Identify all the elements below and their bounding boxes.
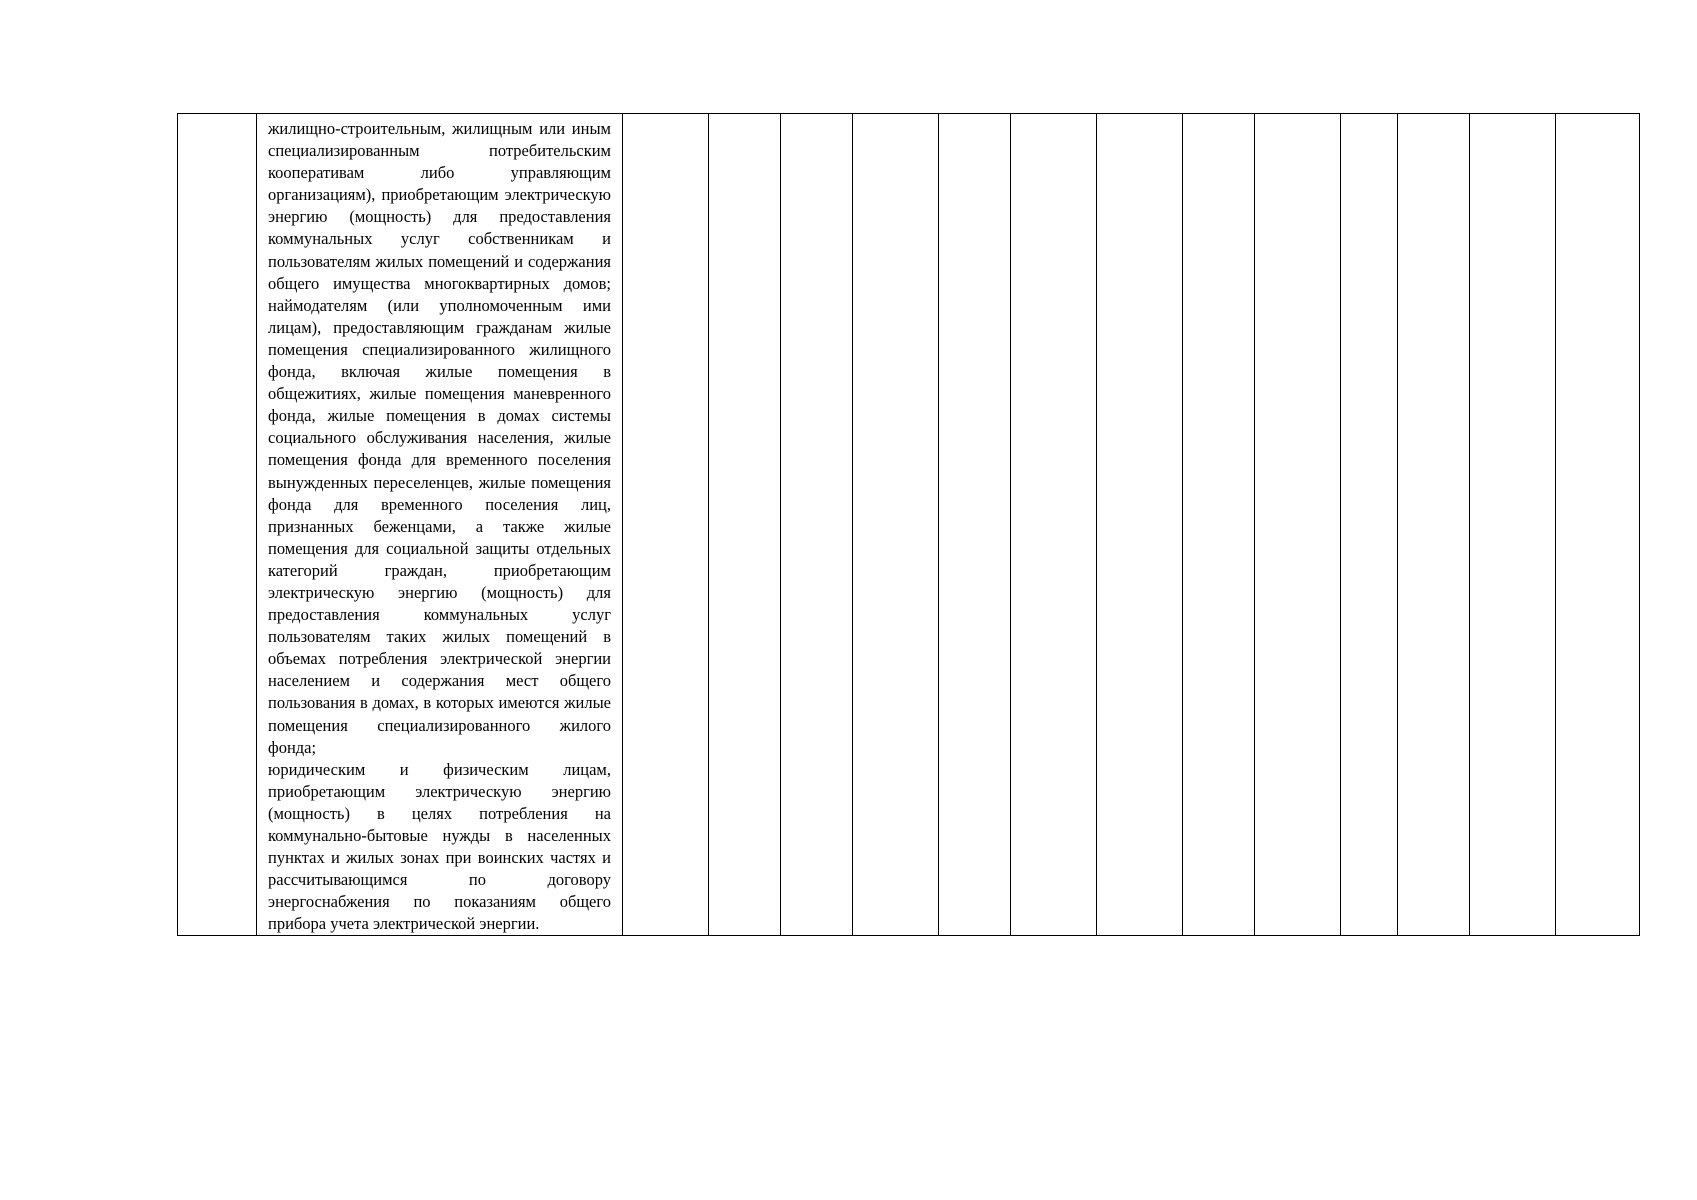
number-cell <box>178 114 257 936</box>
value-cell <box>939 114 1011 936</box>
value-cell <box>1183 114 1255 936</box>
description-paragraph: юридическим и физическим лицам, приобретающим электрическую энергию (мощность) в целях потребления на коммунально-бытовые нужды в населенных пунктах и жилых зонах при воинских частях и рассчитывающимся по договору энергоснабжения по показаниям общего прибора учета электрической энергии. <box>268 759 611 934</box>
value-cell <box>1097 114 1183 936</box>
value-cell <box>1470 114 1556 936</box>
tariff-table <box>177 113 1640 936</box>
value-cell <box>1398 114 1470 936</box>
description-paragraph: жилищно-строительным, жилищным или иным специализированным потребительским кооперативам либо управляющим организациям), приобретающим электрическую энергию (мощность) для предоставления коммунальных услуг собственникам и пользователям жилых помещений и содержания общего имущества многоквартирных домов; наймодателям (или уполномоченным ими лицам), предоставляющим гражданам жилые помещения специализированного жилищного фонда, включая жилые помещения в общежитиях, жилые помещения маневренного фонда, жилые помещения в домах системы социального обслуживания населения, жилые помещения фонда для временного поселения вынужденных переселенцев, жилые помещения фонда для временного поселения лиц, признанных беженцами, а также жилые помещения для социальной защиты отдельных категорий граждан, приобретающим электрическую энергию (мощность) для предоставления коммунальных услуг пользователям таких жилых помещений в объемах потребления электрической энергии населением и содержания мест общего пользования в домах, в которых имеются жилые помещения специализированного жилого фонда; <box>268 119 611 757</box>
description-cell <box>257 114 623 936</box>
value-cell <box>623 114 709 936</box>
value-cell <box>781 114 853 936</box>
value-cell <box>709 114 781 936</box>
value-cell <box>1011 114 1097 936</box>
value-cell <box>1556 114 1640 936</box>
value-cell <box>853 114 939 936</box>
value-cell <box>1255 114 1341 936</box>
value-cell <box>1341 114 1398 936</box>
table-row <box>178 114 1640 936</box>
